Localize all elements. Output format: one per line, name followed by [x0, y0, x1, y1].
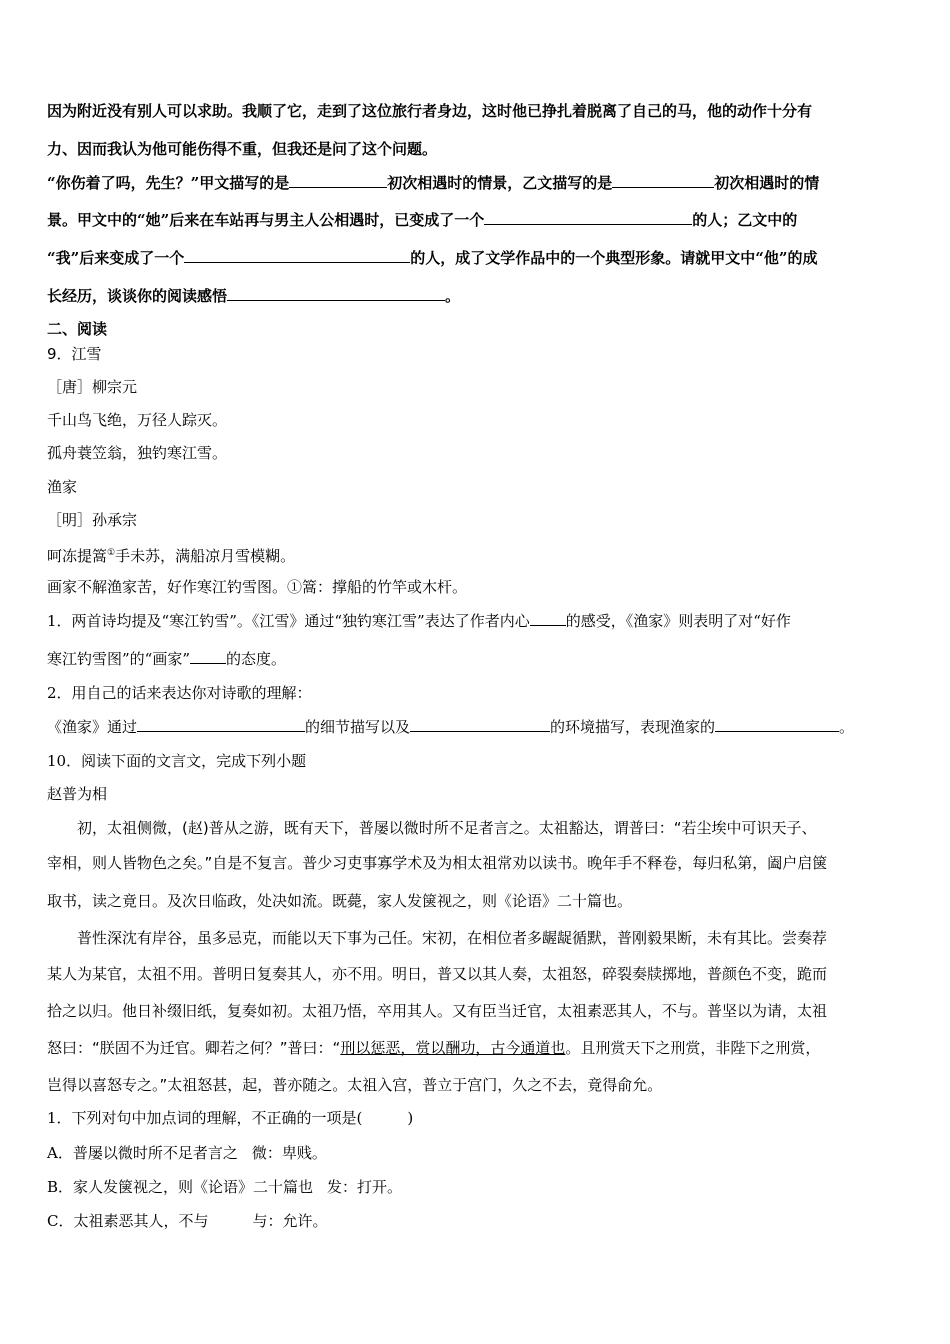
poem1-line-1: 千山鸟飞绝，万径人踪灭。	[47, 411, 228, 429]
q9-sub1-line-2	[47, 649, 286, 669]
q9-sub1-line-1	[47, 611, 791, 631]
text-span: 寒江钓雪图”的“画家”	[47, 650, 191, 668]
q10-title: 10．阅读下面的文言文，完成下列小题	[47, 752, 307, 770]
passage-title: 赵普为相	[47, 785, 108, 803]
answer-blank[interactable]	[612, 173, 714, 188]
passage-p1-line-2: 宰相，则人皆物色之矣。”自是不复言。普少习吏事寡学术及为相太祖常劝以读书。晚年手不释卷，每归私第，阖户启箧	[47, 854, 828, 872]
section-heading: 二、阅读	[47, 320, 108, 338]
passage-p2-line-2: 某人为某官，太祖不用。普明日复奏其人，亦不用。明日，普又以其人奏，太祖怒，碎裂奏牍掷地，普颜色不变，跪而	[47, 965, 828, 983]
answer-blank[interactable]	[289, 173, 387, 188]
text-span: 。	[839, 718, 855, 736]
text-span: 与：允许。	[252, 1212, 328, 1230]
passage-p2-line-4	[47, 1038, 820, 1058]
answer-blank[interactable]	[184, 248, 410, 263]
answer-blank[interactable]	[484, 210, 692, 225]
question-line-5	[47, 248, 818, 268]
text-span: 的环境描写，表现渔家的	[550, 718, 716, 736]
text-span: 。且刑赏天下之刑赏，非陛下之刑赏，	[565, 1039, 821, 1057]
poem2-line-2: 画家不解渔家苦，好作寒江钓雪图。①篙：撑船的竹竿或木杆。	[47, 578, 468, 596]
text-span: 的态度。	[226, 650, 287, 668]
poem2-author: ［明］孙承宗	[47, 511, 138, 529]
option-c[interactable]	[47, 1211, 328, 1231]
text-span: 力、因而我认为他可能伤得不重，但我还是问了这个问题。	[47, 140, 438, 158]
passage-p2-line-3: 拾之以归。他日补缀旧纸，复奏如初。太祖乃悟，卒用其人。又有臣当迁官，太祖素恶其人，不与。普坚以为请，太祖	[47, 1002, 828, 1020]
text-span: 1．两首诗均提及“寒江钓雪”。《江雪》通过“独钓寒江雪”表达了作者内心	[47, 612, 530, 630]
poem1-line-2: 孤舟蓑笠翁，独钓寒江雪。	[47, 444, 228, 462]
text-span: 的感受，《渔家》则表明了对“好作	[565, 612, 791, 630]
question-line-3	[47, 173, 819, 193]
underlined-sentence: 刑以惩恶，赏以酬功，古今通道也	[340, 1039, 566, 1057]
text-span: C．太祖素恶其人，不与	[47, 1212, 209, 1230]
text-span: 初次相遇时的情景，乙文描写的是	[387, 174, 613, 192]
answer-blank[interactable]	[715, 717, 839, 732]
option-a[interactable]	[47, 1143, 327, 1163]
q9-title: 9．江雪	[47, 345, 102, 363]
text-span: 的人；乙文中的	[692, 211, 798, 229]
text-span: 呵冻提篙	[47, 547, 108, 565]
text-span: 怒曰：“朕固不为迁官。卿若之何？”普曰：“	[47, 1039, 341, 1057]
poem1-author: ［唐］柳宗元	[47, 378, 138, 396]
text-span: 发：打开。	[327, 1178, 403, 1196]
text-span: 微：卑贱。	[251, 1144, 327, 1162]
text-span: 初次相遇时的情	[714, 174, 820, 192]
question-line-4	[47, 210, 797, 230]
q9-sub2-line-1: 2．用自己的话来表达你对诗歌的理解：	[47, 684, 312, 702]
text-span: 手未苏，满船凉月雪模糊。	[115, 547, 296, 565]
footnote-mark: ①	[107, 548, 116, 558]
text-span: 的人，成了文学作品中的一个典型形象。请就甲文中“他”的成	[410, 249, 818, 267]
text-span: A．普屡以微时所不足者言之	[47, 1144, 238, 1162]
text-span: “你伤着了吗，先生？”甲文描写的是	[47, 174, 290, 192]
answer-blank[interactable]	[410, 717, 550, 732]
text-span: 因为附近没有别人可以求助。我顺了它，走到了这位旅行者身边，这时他已挣扎着脱离了自己的马，他的动作十分有	[47, 102, 813, 120]
answer-blank[interactable]	[530, 611, 566, 626]
passage-p1-line-1: 初，太祖侧微，(赵)普从之游，既有天下，普屡以微时所不足者言之。太祖豁达，谓普曰：“若尘埃中可识天子、	[77, 819, 817, 837]
passage-line-2	[47, 139, 437, 159]
passage-p2-line-5: 岂得以喜怒专之。”太祖怒甚，起，普亦随之。太祖入宫，普立于宫门，久之不去，竟得俞允。	[47, 1076, 663, 1094]
text-span: 的细节描写以及	[305, 718, 411, 736]
poem2-line-1	[47, 543, 295, 566]
passage-p1-line-3: 取书，读之竟日。及次日临政，处决如流。既薨，家人发箧视之，则《论语》二十篇也。	[47, 892, 633, 910]
passage-line-1	[47, 101, 812, 121]
answer-blank[interactable]	[227, 286, 445, 301]
option-b[interactable]	[47, 1177, 402, 1197]
answer-blank[interactable]	[190, 649, 226, 664]
q9-sub2-line-2	[47, 717, 854, 737]
answer-blank[interactable]	[137, 717, 305, 732]
poem2-title: 渔家	[47, 478, 78, 496]
text-span: 长经历，谈谈你的阅读感悟	[47, 287, 228, 305]
text-span: 。	[445, 287, 461, 305]
text-span: B．家人发箧视之，则《论语》二十篇也	[47, 1178, 314, 1196]
passage-p2-line-1: 普性深沈有岸谷，虽多忌克，而能以天下事为己任。宋初，在相位者多龌龊循默，普刚毅果断，未有其比。尝奏荐	[77, 929, 828, 947]
text-span: “我”后来变成了一个	[47, 249, 185, 267]
question-line-6	[47, 286, 460, 306]
text-span: 景。甲文中的“她”后来在车站再与男主人公相遇时，已变成了一个	[47, 211, 485, 229]
text-span: 《渔家》通过	[47, 718, 138, 736]
q10-sub1: 1．下列对句中加点词的理解，不正确的一项是( )	[47, 1109, 414, 1127]
